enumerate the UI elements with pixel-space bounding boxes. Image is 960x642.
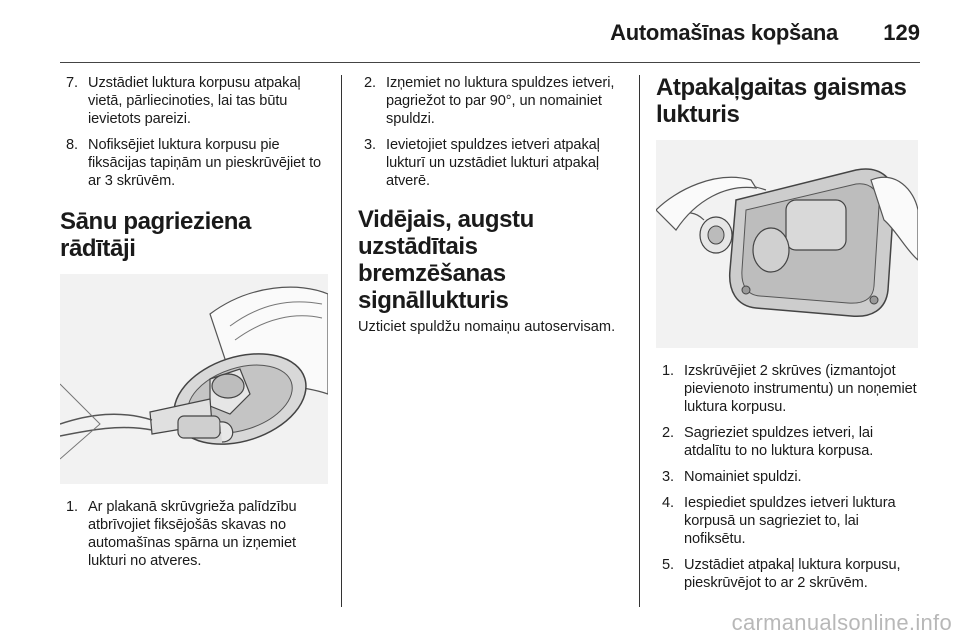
side-indicator-illustration <box>60 274 328 484</box>
column-2 <box>358 74 628 336</box>
reversing-light-illustration <box>656 140 918 348</box>
list-item: 8. Nofiksējiet luktura korpusu pie fiksācijas tapiņām un pieskrūvējiet to ar 3 skrūvēm. <box>66 137 322 189</box>
section-heading: Sānu pagrieziena rādītāji <box>60 208 251 262</box>
list-item: 4. Iespiediet spuldzes ietveri luktura korpusā un sagrieziet to, lai nofiksētu. <box>662 495 896 547</box>
steps-list <box>358 74 628 190</box>
list-item: 1. Izskrūvējiet 2 skrūves (izmantojot pievienoto instrumentu) un noņemiet luktura korpusu. <box>662 363 917 415</box>
steps-list <box>656 362 924 592</box>
section-heading: Vidējais, augstu uzstādītais bremzēšanas signāllukturis <box>358 206 534 314</box>
list-item: 5. Uzstādiet atpakaļ luktura korpusu, pieskrūvējot to ar 2 skrūvēm. <box>662 557 901 591</box>
section-title: Automašīnas kopšana <box>610 20 838 45</box>
steps-list <box>60 74 328 190</box>
page-header <box>60 0 920 63</box>
section-paragraph: Uzticiet spuldžu nomaiņu autoservisam. <box>358 319 616 335</box>
list-item: 2. Izņemiet no luktura spuldzes ietveri, pagriežot to par 90°, un nomainiet spuldzi. <box>364 75 615 127</box>
list-item: 7. Uzstādiet luktura korpusu atpakaļ vietā, pārliecinoties, lai tas būtu ievietots pareizi. <box>66 75 301 127</box>
column-3 <box>656 74 924 600</box>
column-divider <box>639 75 640 607</box>
page-number: 129 <box>883 20 920 45</box>
list-item: 3. Nomainiet spuldzi. <box>662 469 802 485</box>
section-heading: Atpakaļgaitas gaismas lukturis <box>656 74 907 128</box>
list-item: 3. Ievietojiet spuldzes ietveri atpakaļ lukturī un uzstādiet lukturi atpakaļ atverē. <box>364 137 600 189</box>
list-item: 2. Sagrieziet spuldzes ietveri, lai atdalītu to no luktura korpusa. <box>662 425 874 459</box>
list-item: 1. Ar plakanā skrūvgrieža palīdzību atbrīvojiet fiksējošās skavas no automašīnas spārna un izņemiet lukturi no atveres. <box>66 499 297 569</box>
column-divider <box>341 75 342 607</box>
column-1 <box>60 74 328 578</box>
watermark: carmanualsonline.info <box>731 610 952 635</box>
steps-list <box>60 498 328 570</box>
